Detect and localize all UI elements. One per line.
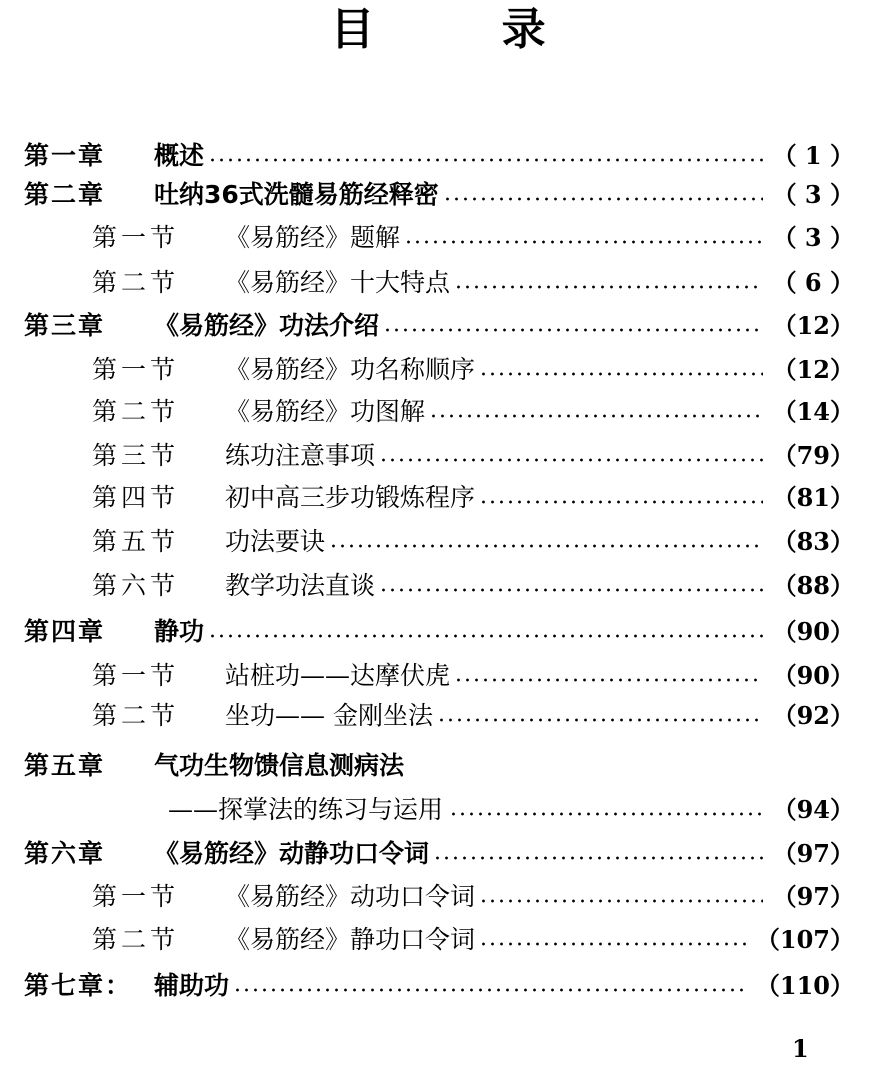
toc-entry	[92, 920, 854, 960]
toc-entry	[24, 175, 854, 215]
toc-entry-title: 《易筋经》十大特点	[225, 268, 451, 297]
toc-entry-page: （ 1 ）	[772, 141, 854, 170]
toc-entry	[24, 746, 404, 786]
toc-entry-number: 第二节	[92, 268, 180, 297]
toc-entry-number: 第一节	[92, 882, 180, 911]
toc-entry-number: 第三章	[24, 311, 106, 340]
toc-entry-title: ——探掌法的练习与运用	[168, 795, 444, 824]
toc-entry-title: 坐功—— 金刚坐法	[225, 701, 433, 730]
toc-entry	[92, 478, 854, 518]
toc-entry-title: 《易筋经》功图解	[225, 397, 426, 426]
dot-leader	[433, 856, 763, 860]
toc-entry-page: （92）	[772, 701, 854, 730]
toc-entry-title: 练功注意事项	[225, 441, 376, 470]
toc-entry-page: （90）	[772, 617, 854, 646]
toc-entry	[92, 566, 854, 606]
toc-entry	[92, 877, 854, 917]
toc-entry	[92, 392, 854, 432]
toc-entry	[24, 306, 854, 346]
toc-entry-title: 《易筋经》动静功口令词	[154, 839, 430, 868]
dot-leader	[383, 328, 763, 332]
dot-leader	[479, 372, 763, 376]
toc-entry	[92, 696, 854, 736]
toc-entry-page: （ 6 ）	[772, 268, 854, 297]
dot-leader	[479, 500, 763, 504]
dot-leader	[443, 197, 763, 201]
toc-entry-title: 《易筋经》功法介绍	[154, 311, 380, 340]
dot-leader	[454, 678, 763, 682]
toc-entry-title: 吐纳36式洗髓易筋经释密	[154, 180, 439, 209]
toc-entry-page: （81）	[772, 483, 854, 512]
toc-entry	[24, 612, 854, 652]
toc-entry-number: 第一章	[24, 141, 106, 170]
toc-entry-title: 气功生物馈信息测病法	[154, 751, 405, 780]
toc-entry	[24, 136, 854, 176]
toc-entry-page: （94）	[772, 795, 854, 824]
toc-entry-page: （12）	[772, 355, 854, 384]
dot-leader	[479, 942, 746, 946]
toc-entry-page: （ 3 ）	[772, 223, 854, 252]
toc-entry-number: 第五章	[24, 751, 106, 780]
toc-entry-number: 第三节	[92, 441, 180, 470]
toc-entry-page: （110）	[755, 971, 854, 1000]
toc-entry-number: 第四章	[24, 617, 106, 646]
toc-entry-number: 第一节	[92, 661, 180, 690]
toc-entry	[92, 350, 854, 390]
toc-entry-title: 教学功法直谈	[225, 571, 376, 600]
dot-leader	[208, 158, 763, 162]
toc-entry-title: 功法要诀	[225, 527, 326, 556]
toc-entry	[92, 218, 854, 258]
page-number: 1	[792, 1034, 809, 1063]
toc-entry-number: 第五节	[92, 527, 180, 556]
toc-entry-page: （83）	[772, 527, 854, 556]
toc-entry-title: 初中高三步功锻炼程序	[225, 483, 476, 512]
dot-leader	[437, 718, 763, 722]
toc-entry-title: 静功	[154, 617, 205, 646]
dot-leader	[379, 458, 763, 462]
toc-entry-title: 《易筋经》静功口令词	[225, 925, 476, 954]
toc-entry-page: （79）	[772, 441, 854, 470]
toc-entry	[24, 834, 854, 874]
toc-entry-page: （90）	[772, 661, 854, 690]
dot-leader	[429, 414, 763, 418]
toc-entry	[92, 656, 854, 696]
dot-leader	[479, 899, 763, 903]
toc-entry	[92, 436, 854, 476]
toc-entry-title: 《易筋经》功名称顺序	[225, 355, 476, 384]
toc-entry-title: 概述	[154, 141, 205, 170]
toc-entry-page: （97）	[772, 839, 854, 868]
toc-entry-number: 第六节	[92, 571, 180, 600]
toc-entry-number: 第二节	[92, 701, 180, 730]
dot-leader	[233, 988, 746, 992]
dot-leader	[404, 240, 763, 244]
toc-entry-number: 第一节	[92, 355, 180, 384]
toc-entry-number: 第六章	[24, 839, 106, 868]
dot-leader	[379, 588, 763, 592]
toc-entry-page: （ 3 ）	[772, 180, 854, 209]
toc-entry-number: 第二节	[92, 397, 180, 426]
dot-leader	[454, 285, 763, 289]
toc-entry-page: （14）	[772, 397, 854, 426]
dot-leader	[449, 812, 763, 816]
toc-entry-title: 辅助功	[154, 971, 230, 1000]
toc-entry-page: （107）	[755, 925, 854, 954]
toc-entry-number: 第二章	[24, 180, 106, 209]
toc-entry-number: 第七章：	[24, 971, 133, 1000]
toc-entry-page: （97）	[772, 882, 854, 911]
toc-entry-number: 第四节	[92, 483, 180, 512]
toc-entry	[168, 790, 854, 830]
toc-entry-title: 《易筋经》动功口令词	[225, 882, 476, 911]
toc-entry-title: 站桩功——达摩伏虎	[225, 661, 451, 690]
toc-entry-number: 第一节	[92, 223, 180, 252]
toc-entry	[92, 263, 854, 303]
toc-entry-number: 第二节	[92, 925, 180, 954]
page-title: 目 录	[330, 4, 602, 55]
dot-leader	[329, 544, 763, 548]
toc-entry-page: （88）	[772, 571, 854, 600]
dot-leader	[208, 634, 763, 638]
toc-entry	[92, 522, 854, 562]
toc-entry-title: 《易筋经》题解	[225, 223, 401, 252]
toc-entry-page: （12）	[772, 311, 854, 340]
toc-entry	[24, 966, 854, 1006]
